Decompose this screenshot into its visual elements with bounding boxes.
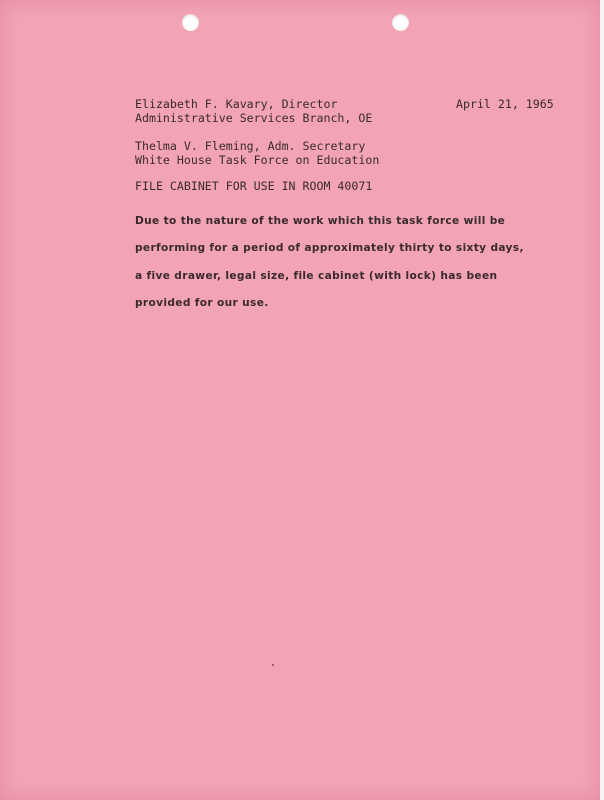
- body-line: performing for a period of approximately thirty to sixty days,: [135, 242, 524, 255]
- to-office: White House Task Force on Education: [135, 153, 380, 167]
- body-line: provided for our use.: [135, 297, 269, 310]
- body-line: Due to the nature of the work which this task force will be: [135, 215, 506, 227]
- punch-hole-right: [392, 14, 409, 31]
- from-office: Administrative Services Branch, OE: [135, 111, 373, 125]
- memo-date: April 21, 1965: [456, 97, 554, 111]
- from-name: Elizabeth F. Kavary, Director: [135, 97, 338, 111]
- scan-edge: [600, 0, 604, 800]
- memo-subject: FILE CABINET FOR USE IN ROOM 40071: [135, 179, 373, 193]
- to-name: Thelma V. Fleming, Adm. Secretary: [135, 139, 366, 153]
- body-line: a five drawer, legal size, file cabinet (with lock) has been: [135, 269, 498, 282]
- memo-body: [135, 214, 524, 324]
- punch-hole-left: [182, 14, 199, 31]
- paper-speck: [272, 664, 274, 666]
